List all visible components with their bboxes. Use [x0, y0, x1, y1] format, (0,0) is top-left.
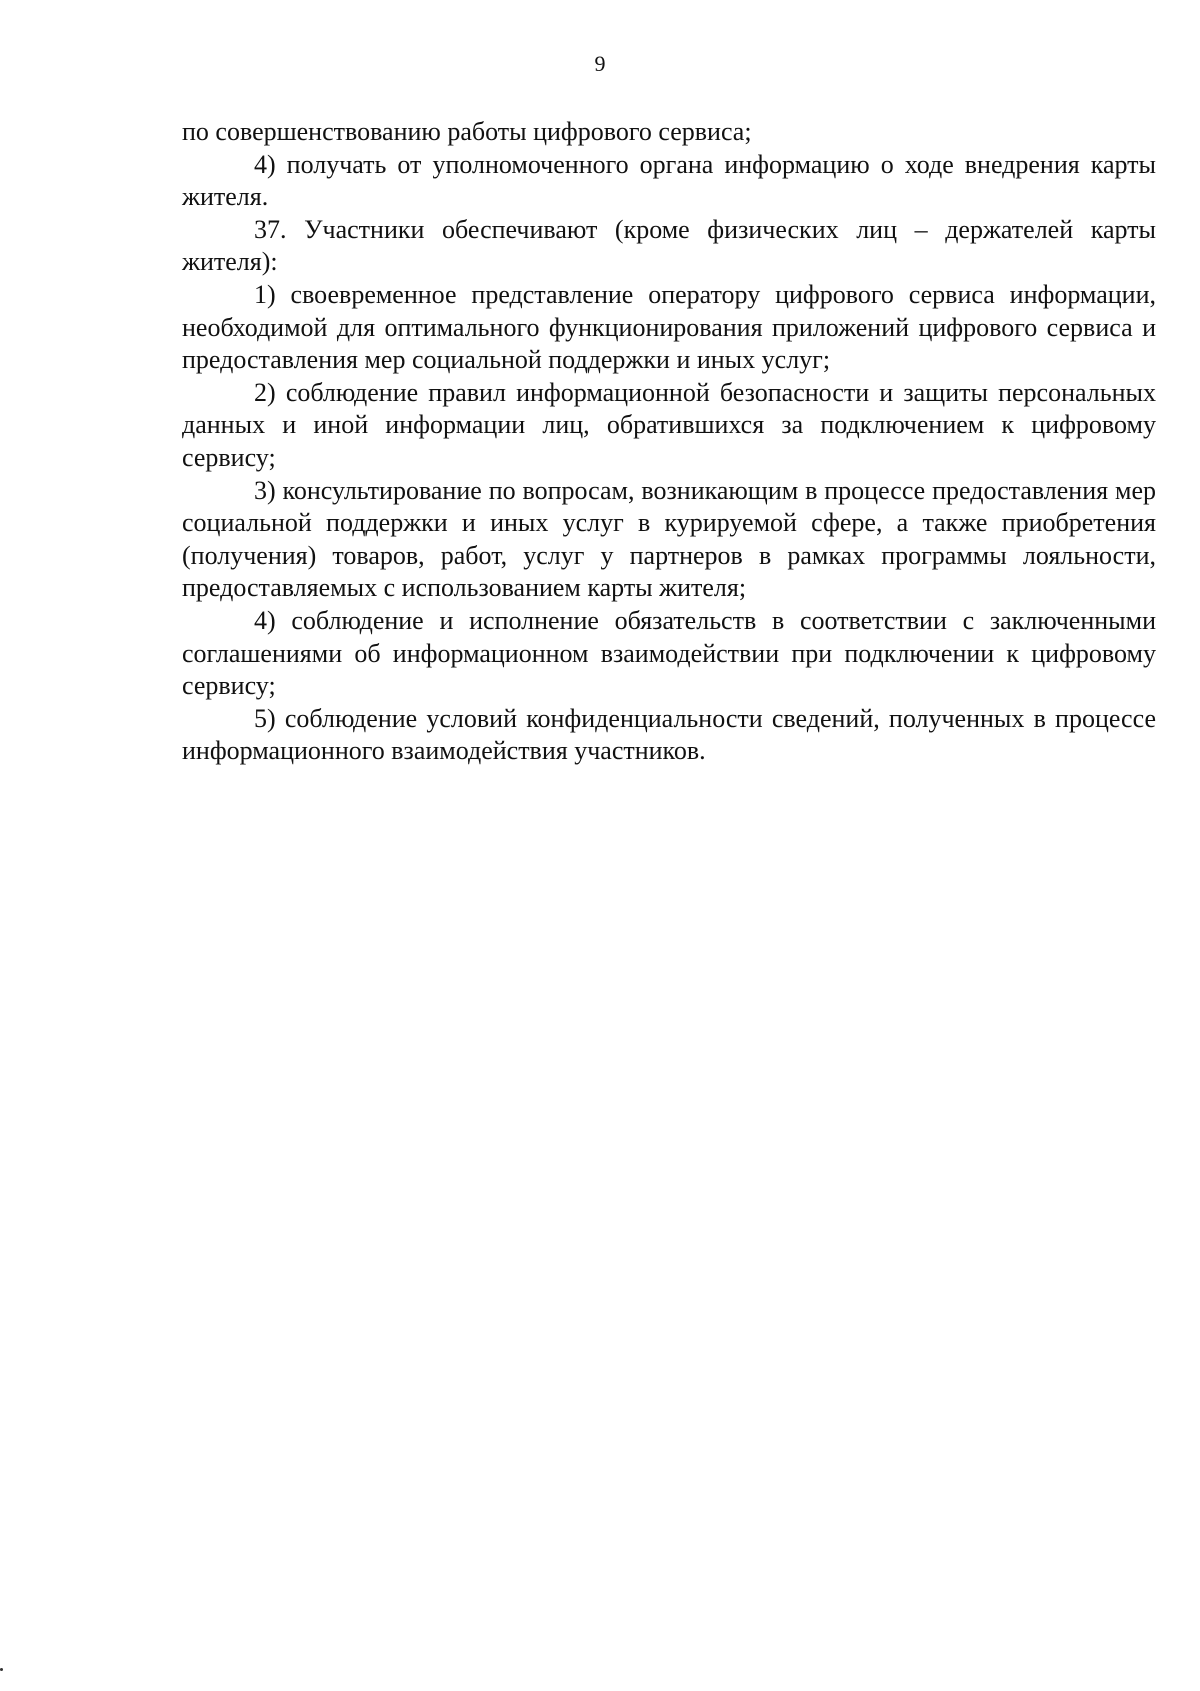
paragraph-item-4-obligations: 4) соблюдение и исполнение обязательств в соответствии с заключенными соглашениями об информационном взаимодействии при подключении к цифровому сервису; — [182, 605, 1156, 701]
scan-artifact-dot — [0, 1668, 3, 1671]
paragraph-clause-37: 37. Участники обеспечивают (кроме физических лиц – держателей карты жителя): — [182, 214, 1156, 277]
paragraph-item-4-receive-info: 4) получать от уполномоченного органа информацию о ходе внедрения карты жителя. — [182, 149, 1156, 212]
paragraph-item-5-confidentiality: 5) соблюдение условий конфиденциальности сведений, полученных в процессе информационного взаимодействия участников. — [182, 703, 1156, 766]
paragraph-continuation: по совершенствованию работы цифрового сервиса; — [182, 117, 752, 146]
paragraph-item-1-timely-info: 1) своевременное представление оператору цифрового сервиса информации, необходимой для оптимального функционирования приложений цифрового сервиса и предоставления мер социальной поддержки и иных услуг; — [182, 279, 1156, 375]
paragraph-item-3-consulting: 3) консультирование по вопросам, возникающим в процессе предоставления мер социальной поддержки и иных услуг в курируемой сфере, а также приобретения (получения) товаров, работ, услуг у партнеров в рамках программы лояльности, предоставляемых с использованием карты жителя; — [182, 475, 1156, 603]
document-body — [182, 116, 1156, 768]
paragraph-item-2-security: 2) соблюдение правил информационной безопасности и защиты персональных данных и иной информации лиц, обратившихся за подключением к цифровому сервису; — [182, 377, 1156, 472]
page-number: 9 — [594, 51, 606, 76]
